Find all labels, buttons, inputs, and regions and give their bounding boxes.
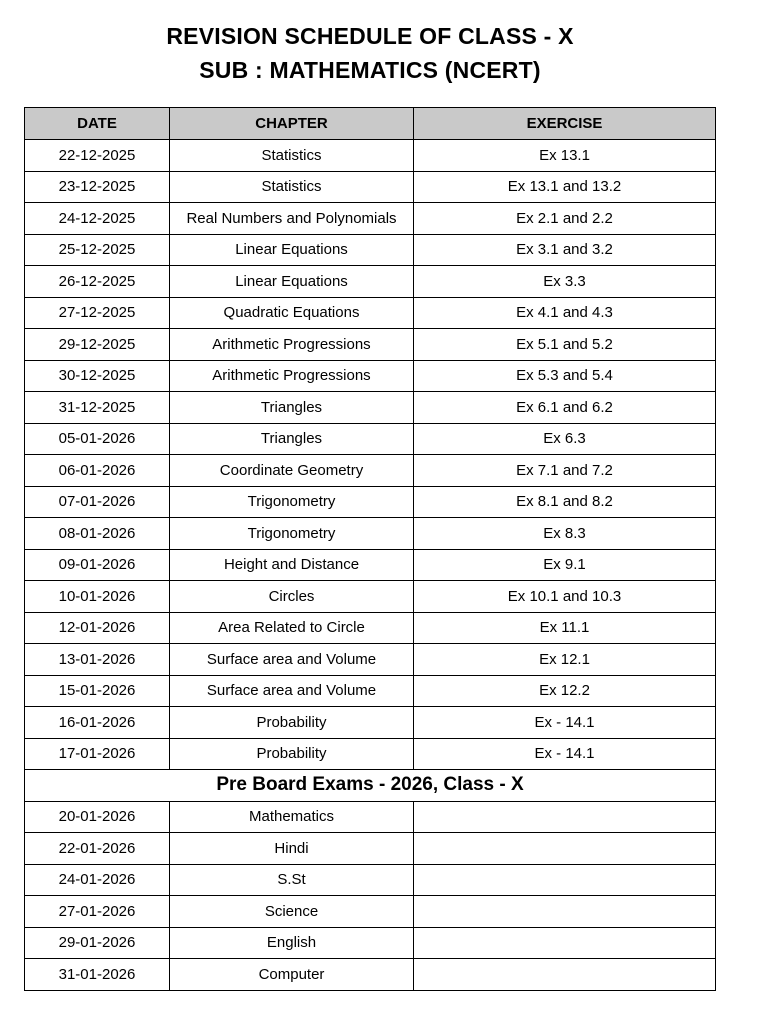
chapter-cell: Trigonometry xyxy=(170,518,414,550)
exam-row xyxy=(25,864,716,896)
exam-note-cell xyxy=(414,959,716,991)
exam-note-cell xyxy=(414,801,716,833)
exercise-cell: Ex - 14.1 xyxy=(414,738,716,770)
exercise-cell: Ex 9.1 xyxy=(414,549,716,581)
table-row xyxy=(25,297,716,329)
exercise-cell: Ex - 14.1 xyxy=(414,707,716,739)
chapter-cell: Quadratic Equations xyxy=(170,297,414,329)
exercise-cell: Ex 5.3 and 5.4 xyxy=(414,360,716,392)
exam-note-cell xyxy=(414,927,716,959)
chapter-cell: Area Related to Circle xyxy=(170,612,414,644)
date-cell: 10-01-2026 xyxy=(25,581,170,613)
exercise-cell: Ex 3.1 and 3.2 xyxy=(414,234,716,266)
chapter-cell: Real Numbers and Polynomials xyxy=(170,203,414,235)
exam-note-cell xyxy=(414,864,716,896)
exam-subject-cell: S.St xyxy=(170,864,414,896)
exercise-cell: Ex 8.3 xyxy=(414,518,716,550)
exam-subject-cell: Science xyxy=(170,896,414,928)
exam-row xyxy=(25,927,716,959)
exercise-cell: Ex 12.1 xyxy=(414,644,716,676)
revision-schedule-table xyxy=(24,107,716,991)
section-heading-row xyxy=(25,770,716,802)
exam-date-cell: 29-01-2026 xyxy=(25,927,170,959)
chapter-cell: Probability xyxy=(170,738,414,770)
table-row xyxy=(25,140,716,172)
table-row xyxy=(25,738,716,770)
date-cell: 27-12-2025 xyxy=(25,297,170,329)
table-row xyxy=(25,486,716,518)
table-body xyxy=(25,140,716,991)
exercise-cell: Ex 7.1 and 7.2 xyxy=(414,455,716,487)
exercise-cell: Ex 5.1 and 5.2 xyxy=(414,329,716,361)
exam-row xyxy=(25,801,716,833)
document-title: REVISION SCHEDULE OF CLASS - X xyxy=(166,23,574,49)
table-row xyxy=(25,581,716,613)
exercise-cell: Ex 2.1 and 2.2 xyxy=(414,203,716,235)
section-title: Pre Board Exams - 2026, Class - X xyxy=(25,770,716,802)
date-cell: 13-01-2026 xyxy=(25,644,170,676)
exam-note-cell xyxy=(414,896,716,928)
date-cell: 26-12-2025 xyxy=(25,266,170,298)
table-row xyxy=(25,392,716,424)
chapter-cell: Linear Equations xyxy=(170,266,414,298)
table-row xyxy=(25,423,716,455)
table-row xyxy=(25,612,716,644)
date-cell: 06-01-2026 xyxy=(25,455,170,487)
date-cell: 12-01-2026 xyxy=(25,612,170,644)
table-row xyxy=(25,171,716,203)
chapter-cell: Circles xyxy=(170,581,414,613)
table-row xyxy=(25,707,716,739)
table-row xyxy=(25,266,716,298)
exercise-cell: Ex 10.1 and 10.3 xyxy=(414,581,716,613)
chapter-cell: Triangles xyxy=(170,423,414,455)
document-subtitle: SUB : MATHEMATICS (NCERT) xyxy=(199,57,541,83)
exam-date-cell: 27-01-2026 xyxy=(25,896,170,928)
exercise-cell: Ex 12.2 xyxy=(414,675,716,707)
exam-subject-cell: English xyxy=(170,927,414,959)
date-cell: 22-12-2025 xyxy=(25,140,170,172)
table-row xyxy=(25,329,716,361)
date-cell: 09-01-2026 xyxy=(25,549,170,581)
chapter-cell: Arithmetic Progressions xyxy=(170,360,414,392)
exam-date-cell: 24-01-2026 xyxy=(25,864,170,896)
chapter-cell: Surface area and Volume xyxy=(170,644,414,676)
chapter-cell: Statistics xyxy=(170,140,414,172)
date-cell: 15-01-2026 xyxy=(25,675,170,707)
chapter-cell: Linear Equations xyxy=(170,234,414,266)
date-cell: 30-12-2025 xyxy=(25,360,170,392)
chapter-cell: Coordinate Geometry xyxy=(170,455,414,487)
table-row xyxy=(25,234,716,266)
column-header-chapter: CHAPTER xyxy=(170,108,414,140)
date-cell: 07-01-2026 xyxy=(25,486,170,518)
exercise-cell: Ex 13.1 xyxy=(414,140,716,172)
date-cell: 23-12-2025 xyxy=(25,171,170,203)
chapter-cell: Height and Distance xyxy=(170,549,414,581)
exercise-cell: Ex 4.1 and 4.3 xyxy=(414,297,716,329)
exam-subject-cell: Computer xyxy=(170,959,414,991)
chapter-cell: Statistics xyxy=(170,171,414,203)
exam-date-cell: 22-01-2026 xyxy=(25,833,170,865)
table-row xyxy=(25,455,716,487)
table-row xyxy=(25,644,716,676)
exam-row xyxy=(25,833,716,865)
table-row xyxy=(25,549,716,581)
exam-date-cell: 20-01-2026 xyxy=(25,801,170,833)
column-header-date: DATE xyxy=(25,108,170,140)
table-row xyxy=(25,360,716,392)
chapter-cell: Triangles xyxy=(170,392,414,424)
date-cell: 24-12-2025 xyxy=(25,203,170,235)
date-cell: 17-01-2026 xyxy=(25,738,170,770)
exam-subject-cell: Hindi xyxy=(170,833,414,865)
column-header-exercise: EXERCISE xyxy=(414,108,716,140)
date-cell: 16-01-2026 xyxy=(25,707,170,739)
exam-date-cell: 31-01-2026 xyxy=(25,959,170,991)
table-row xyxy=(25,203,716,235)
chapter-cell: Trigonometry xyxy=(170,486,414,518)
exam-row xyxy=(25,896,716,928)
date-cell: 29-12-2025 xyxy=(25,329,170,361)
exercise-cell: Ex 6.1 and 6.2 xyxy=(414,392,716,424)
chapter-cell: Probability xyxy=(170,707,414,739)
date-cell: 25-12-2025 xyxy=(25,234,170,266)
exercise-cell: Ex 13.1 and 13.2 xyxy=(414,171,716,203)
exam-row xyxy=(25,959,716,991)
exercise-cell: Ex 11.1 xyxy=(414,612,716,644)
exam-note-cell xyxy=(414,833,716,865)
chapter-cell: Surface area and Volume xyxy=(170,675,414,707)
date-cell: 31-12-2025 xyxy=(25,392,170,424)
table-row xyxy=(25,675,716,707)
table-header-row xyxy=(25,108,716,140)
date-cell: 08-01-2026 xyxy=(25,518,170,550)
exercise-cell: Ex 8.1 and 8.2 xyxy=(414,486,716,518)
date-cell: 05-01-2026 xyxy=(25,423,170,455)
table-row xyxy=(25,518,716,550)
chapter-cell: Arithmetic Progressions xyxy=(170,329,414,361)
exam-subject-cell: Mathematics xyxy=(170,801,414,833)
exercise-cell: Ex 6.3 xyxy=(414,423,716,455)
exercise-cell: Ex 3.3 xyxy=(414,266,716,298)
